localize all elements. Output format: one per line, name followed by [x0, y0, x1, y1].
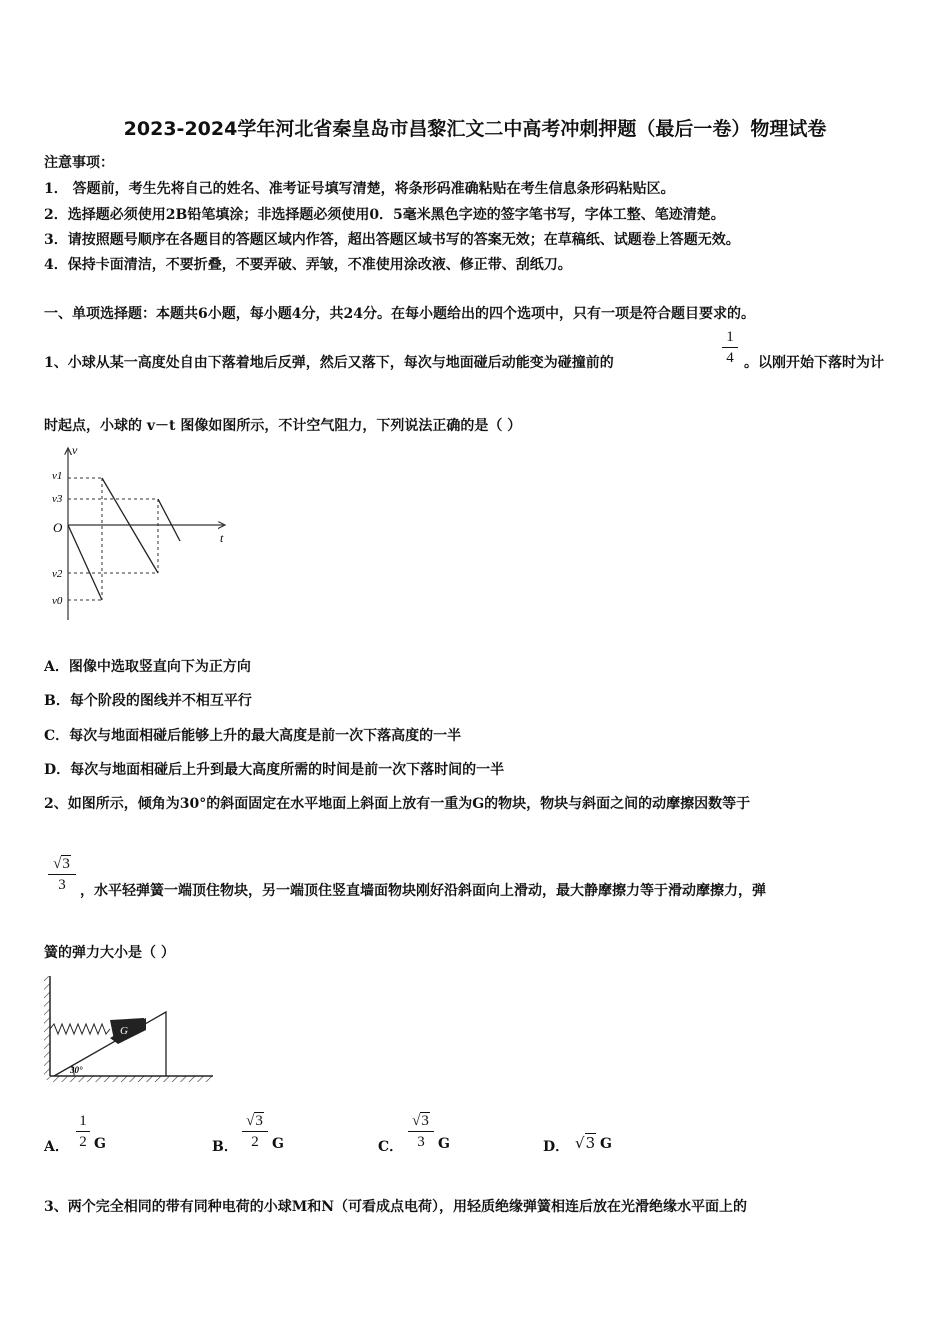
section-heading: 一、单项选择题：本题共6小题，每小题4分，共24分。在每小题给出的四个选项中，只有一项是符合题目要求的。 — [44, 306, 755, 322]
q2-option-c-den: 3 — [417, 1134, 425, 1150]
q2-option-a-letter: A． — [44, 1139, 69, 1155]
q1-option-c: C．每次与地面相碰后能够上升的最大高度是前一次下落高度的一半 — [44, 728, 462, 744]
axis-t-label: t — [220, 531, 224, 545]
q2-option-c-unit: G — [438, 1136, 450, 1152]
q2-option-b-num: 3 — [255, 1113, 263, 1129]
q2-option-c-fraction: √3 3 — [408, 1112, 434, 1151]
q1-option-b: B．每个阶段的图线并不相互平行 — [44, 693, 252, 709]
q2-fraction: √3 3 — [48, 855, 76, 894]
q2-frac-num: 3 — [62, 856, 70, 872]
q2-option-d-rad: 3 — [585, 1134, 596, 1152]
q2-text-line2: ，水平轻弹簧一端顶住物块，另一端顶住竖直墙面物块刚好沿斜面向上滑动，最大静摩擦力等于滑动摩擦力，弹 — [80, 883, 766, 899]
q2-option-a-num: 1 — [79, 1113, 87, 1129]
q2-text-line3: 簧的弹力大小是（ ） — [44, 945, 175, 961]
q2-option-d-letter: D． — [543, 1139, 570, 1155]
q2-frac-den: 3 — [58, 877, 66, 893]
v2-label: v2 — [52, 568, 63, 580]
q3-text-line1: 3、两个完全相同的带有同种电荷的小球M和N（可看成点电荷），用轻质绝缘弹簧相连后放在光滑绝缘水平面上的 — [44, 1199, 748, 1215]
segment-bounce-2 — [158, 499, 180, 541]
spring-coil — [50, 1024, 110, 1034]
q2-option-a-den: 2 — [79, 1134, 87, 1150]
incline-figure — [44, 972, 219, 1087]
segment-fall-1 — [68, 525, 102, 600]
q2-option-b-letter: B． — [212, 1139, 238, 1155]
v0-label: v0 — [52, 595, 63, 607]
notice-item-4: 4．保持卡面清洁，不要折叠，不要弄破、弄皱，不准使用涂改液、修正带、刮纸刀。 — [44, 257, 572, 273]
q2-option-b-den: 2 — [251, 1134, 259, 1150]
angle-label: 30° — [70, 1065, 83, 1075]
q1-fraction — [722, 328, 738, 367]
q2-option-d-root: √3 — [575, 1134, 596, 1152]
q2-option-c-letter: C． — [378, 1139, 404, 1155]
q1-text-part1: 1、小球从某一高度处自由下落着地后反弹，然后又落下，每次与地面碰后动能变为碰撞前的 — [44, 355, 614, 371]
q1-frac-den: 4 — [726, 350, 734, 366]
q1-frac-num: 1 — [726, 329, 734, 345]
v3-label: v3 — [52, 493, 63, 505]
v1-label: v1 — [52, 470, 63, 482]
vt-graph — [40, 440, 240, 625]
notice-item-1: 1． 答题前，考生先将自己的姓名、准考证号填写清楚，将条形码准确粘贴在考生信息条形码粘贴区。 — [44, 181, 675, 197]
q2-option-d-unit: G — [600, 1136, 612, 1152]
q1-text-part2: 。以刚开始下落时为计 — [744, 355, 884, 371]
q2-option-c-num: 3 — [421, 1113, 429, 1129]
notice-item-2: 2．选择题必须使用2B铅笔填涂；非选择题必须使用0．5毫米黑色字迹的签字笔书写，字体工整、笔迹清楚。 — [44, 207, 725, 223]
notice-heading: 注意事项： — [44, 155, 114, 171]
q2-option-a-unit: G — [94, 1136, 106, 1152]
page-title: 2023-2024学年河北省秦皇岛市昌黎汇文二中高考冲刺押题（最后一卷）物理试卷 — [123, 118, 827, 140]
q1-option-a: A．图像中选取竖直向下为正方向 — [44, 659, 251, 675]
q2-option-b-unit: G — [272, 1136, 284, 1152]
q2-text-line1: 2、如图所示，倾角为30°的斜面固定在水平地面上斜面上放有一重为G的物块，物块与斜面之间的动摩擦因数等于 — [44, 796, 751, 812]
origin-label: O — [53, 520, 63, 535]
q2-option-b-fraction: √3 2 — [242, 1112, 268, 1151]
q1-text-line2: 时起点，小球的 v－t 图像如图所示，不计空气阻力，下列说法正确的是（ ） — [44, 418, 522, 434]
block-label: G — [120, 1025, 128, 1037]
axis-v-label: v — [72, 443, 78, 457]
notice-item-3: 3．请按照题号顺序在各题目的答题区域内作答，超出答题区域书写的答案无效；在草稿纸、试题卷上答题无效。 — [44, 232, 740, 248]
q1-option-d: D．每次与地面相碰后上升到最大高度所需的时间是前一次下落时间的一半 — [44, 762, 505, 778]
q2-option-a-fraction — [76, 1112, 90, 1151]
